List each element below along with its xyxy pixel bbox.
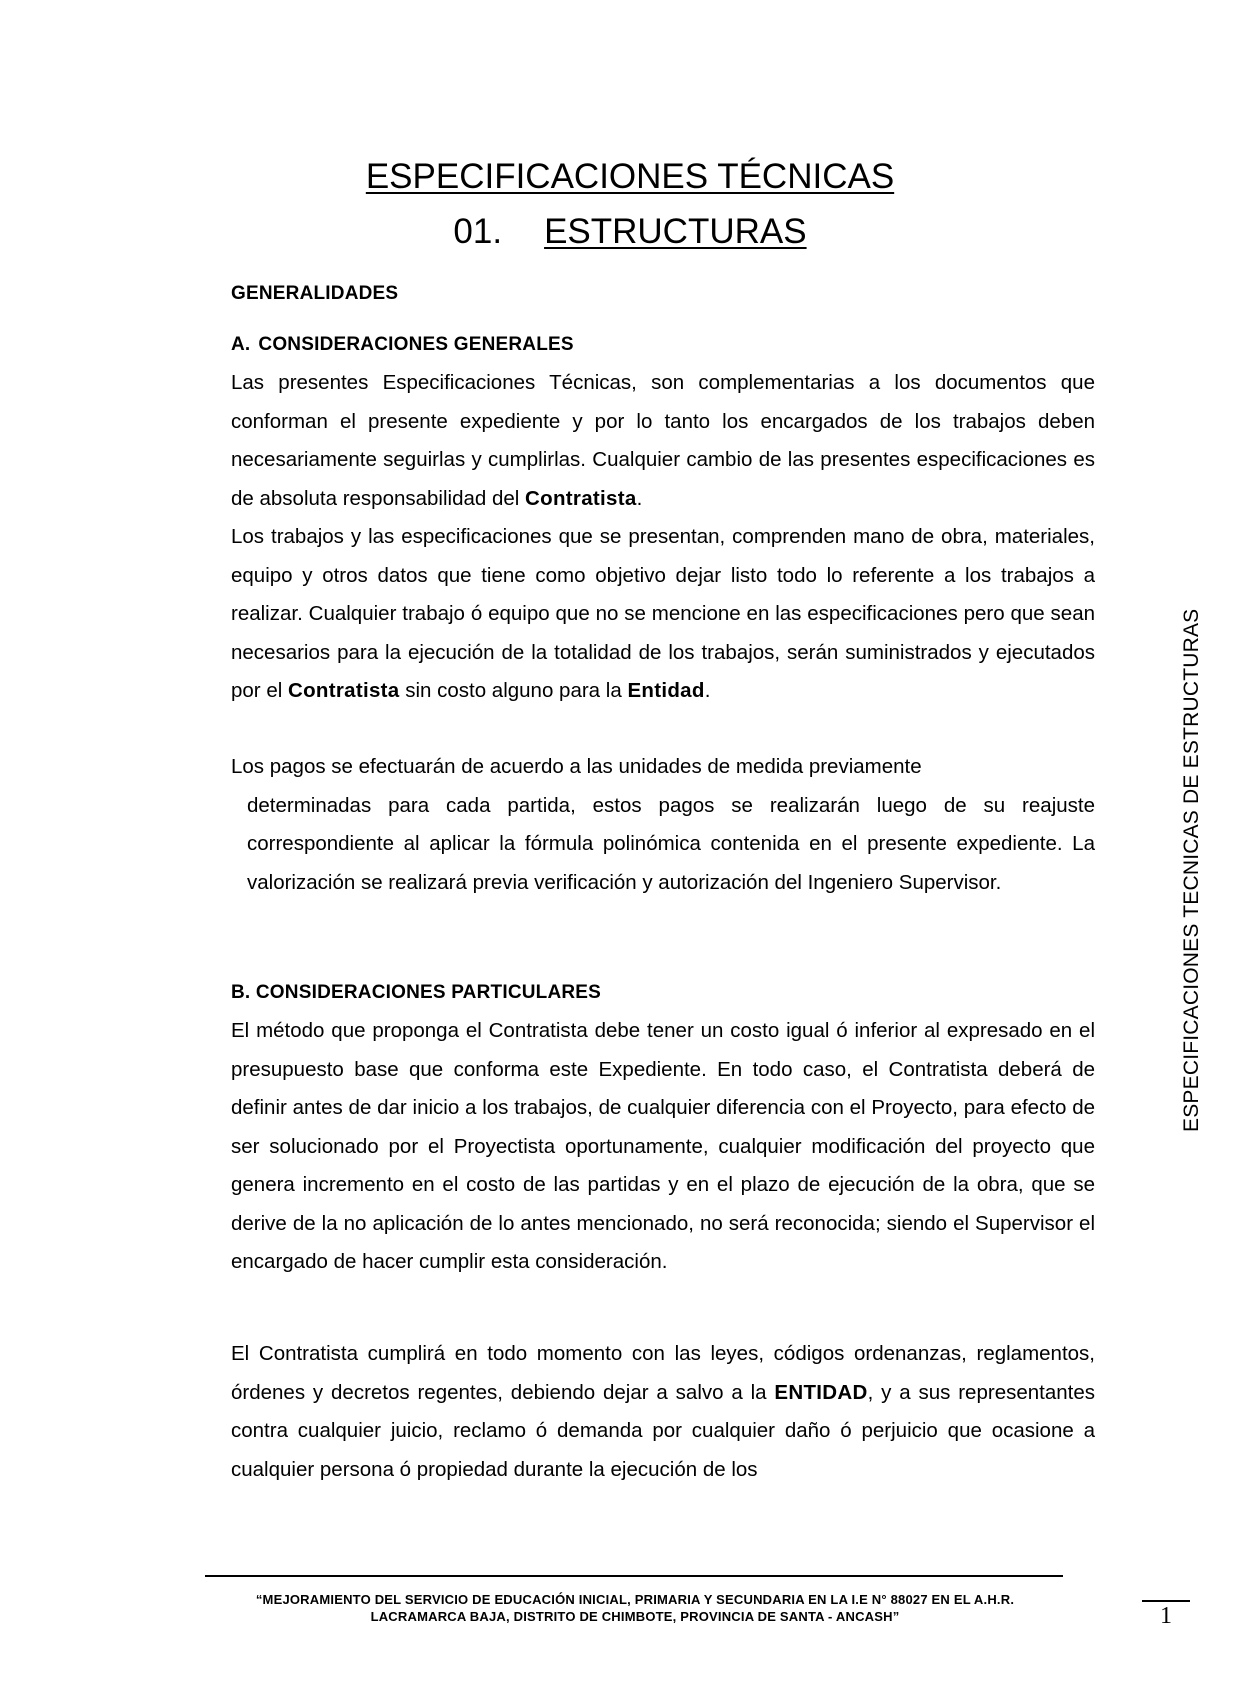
footer-line-2: LACRAMARCA BAJA, DISTRITO DE CHIMBOTE, PROVINCIA DE SANTA - ANCASH” [370,1609,900,1624]
bold-entidad: Entidad [627,679,705,702]
section-a-heading [231,334,574,356]
page-number-divider [1142,1600,1190,1602]
paragraph-4: El método que proponga el Contratista debe tener un costo igual ó inferior al expresado en el presupuesto base que conforma este Expediente. En todo caso, el Contratista deberá de definir antes de dar inicio a los trabajos, de cualquier diferencia con el Proyecto, para efecto de ser solucionado por el Proyectista oportunamente, cualquier modificación del proyecto que genera incremento en el costo de las partidas y en el plazo de ejecución de la obra, que se derive de la no aplicación de lo antes mencionado, no será reconocida; siendo el Supervisor el encargado de hacer cumplir esta consideración. [231,1019,1095,1273]
section-title [0,211,1260,253]
generalidades-heading: GENERALIDADES [231,283,399,304]
paragraph-1: Las presentes Especificaciones Técnicas, son complementarias a los documentos que conforman el presente expediente y por lo tanto los encargados de los trabajos deben necesariamente seguirlas y cumplirlas. Cualquier cambio de las presentes especificaciones es de absoluta responsabilidad del Contratista. [231,371,1095,510]
section-b-letter: B. [231,982,251,1003]
section-a-heading-text: CONSIDERACIONES GENERALES [258,334,574,355]
section-a-letter: A. [231,334,251,355]
bold-contratista: Contratista [525,486,637,510]
section-number: 01. [453,212,503,251]
paragraph-3-rest: determinadas para cada partida, estos pagos se realizarán luego de su reajuste correspondiente al aplicar la fórmula polinómica contenida en el presente expediente. La valorización se realizará previa verificación y autorización del Ingeniero Supervisor. [247,793,1095,894]
footer-divider [205,1575,1063,1577]
section-b-heading [231,982,601,1004]
section-b-heading-text: CONSIDERACIONES PARTICULARES [255,982,602,1003]
paragraph-2: Los trabajos y las especificaciones que se presentan, comprenden mano de obra, materiales, equipo y otros datos que tiene como objetivo dejar listo todo lo referente a los trabajos a realizar. Cualquier trabajo ó equipo que no se mencione en las especificaciones pero que sean necesarios para la ejecución de la totalidad de los trabajos, serán suministrados y ejecutados por el Contratista sin costo alguno para la Entidad. [231,525,1095,702]
page-number: 1 [1160,1603,1172,1629]
section-name: ESTRUCTURAS [544,212,807,251]
paragraph-3-first-line: Los pagos se efectuarán de acuerdo a las unidades de medida previamente [231,755,922,778]
footer-project-title [150,1591,1120,1625]
bold-contratista: Contratista [287,679,400,702]
footer-line-1: “MEJORAMIENTO DEL SERVICIO DE EDUCACIÓN INICIAL, PRIMARIA Y SECUNDARIA EN LA I.E N° 88027 EN EL A.H.R. [255,1592,1015,1607]
paragraph-3 [231,748,1095,902]
bold-entidad: ENTIDAD [774,1380,868,1404]
document-title: ESPECIFICACIONES TÉCNICAS [365,157,895,196]
side-label: ESPECIFICACIONES TECNICAS DE ESTRUCTURAS [1180,608,1203,1132]
paragraph-5: El Contratista cumplirá en todo momento con las leyes, códigos ordenanzas, reglamentos, órdenes y decretos regentes, debiendo dejar a salvo a la ENTIDAD, y a sus representantes contra cualquier juicio, reclamo ó demanda por cualquier daño ó perjuicio que ocasione a cualquier persona ó propiedad durante la ejecución de los [231,1342,1095,1481]
